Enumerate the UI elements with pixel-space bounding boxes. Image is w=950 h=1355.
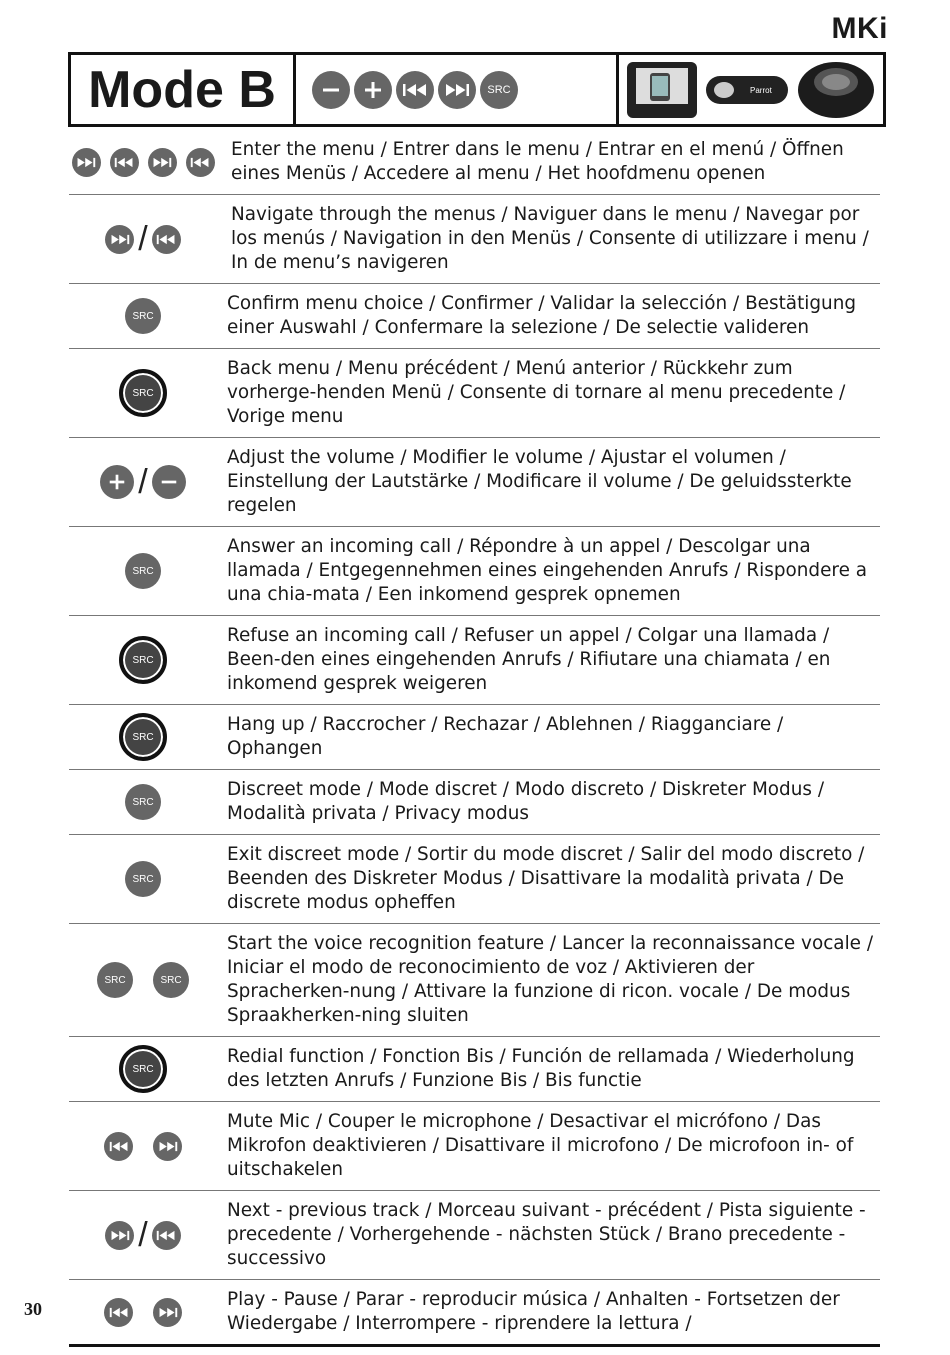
table-row [69, 349, 880, 438]
src-label: SRC [132, 796, 154, 808]
src-label: SRC [132, 873, 154, 885]
row-icons [69, 130, 217, 195]
src-long-press-icon [119, 713, 167, 761]
previous-button-icon [104, 1298, 133, 1327]
next-button-icon [153, 1298, 182, 1327]
src-button-icon [97, 962, 133, 998]
plus-button-icon [354, 71, 392, 109]
src-button-icon [125, 553, 161, 589]
mode-title: Mode B [71, 55, 296, 124]
table-row [69, 195, 880, 284]
row-icons [69, 705, 217, 770]
src-button-icon [125, 298, 161, 334]
src-label: SRC [160, 974, 182, 986]
row-description: Start the voice recognition feature / Lancer la reconnaissance vocale / Iniciar el modo de reconocimiento de voz / Aktivieren der Spracherken-nung / Attivare la funzione di ricon. vocale / De modus Spraakherken-ning sluiten [217, 924, 880, 1037]
src-label: SRC [104, 974, 126, 986]
row-description: Refuse an incoming call / Refuser un appel / Colgar una llamada / Been-den eines eingehenden Anrufs / Rifiutare una chiamata / en inkomend gesprek weigeren [217, 616, 880, 705]
previous-button-icon [152, 225, 181, 254]
minus-button-icon [312, 71, 350, 109]
row-icons [69, 1102, 217, 1191]
row-description: Back menu / Menu précédent / Menú anterior / Rückkehr zum vorherge-henden Menü / Consente di tornare al menu precedente / Vorige menu [217, 349, 880, 438]
row-icons [69, 770, 217, 835]
previous-button-icon [110, 148, 139, 177]
next-button-icon [105, 225, 134, 254]
src-button-icon: SRC [480, 71, 518, 109]
row-icons [69, 1280, 217, 1346]
row-icons [69, 1191, 217, 1280]
row-description: Play - Pause / Parar - reproducir música / Anhalten - Fortsetzen der Wiedergabe / Interrompere - riprendere la lettura / [217, 1280, 880, 1346]
src-button-icon [125, 784, 161, 820]
row-description: Adjust the volume / Modifier le volume / Ajustar el volumen / Einstellung der Lautstärke / Modificare il volume / De geluidssterkte regelen [217, 438, 880, 527]
row-description: Next - previous track / Morceau suivant - précédent / Pista siguiente - precedente / Vorhergehende - nächsten Stück / Brano precedente - successivo [217, 1191, 880, 1280]
src-label: SRC [132, 1063, 154, 1075]
src-long-press-icon [119, 636, 167, 684]
src-button-icon [125, 861, 161, 897]
row-description: Discreet mode / Mode discret / Modo discreto / Diskreter Modus / Modalità privata / Privacy modus [217, 770, 880, 835]
next-button-icon [438, 71, 476, 109]
src-label: SRC [132, 310, 154, 322]
row-description: Confirm menu choice / Confirmer / Validar la selección / Bestätigung einer Auswahl / Confermare la selezione / De selectie valideren [217, 284, 880, 349]
round-remote-image [796, 60, 876, 120]
src-long-press-icon [119, 1045, 167, 1093]
src-label: SRC [132, 565, 154, 577]
table-row [69, 1191, 880, 1280]
screen-device-image [626, 61, 698, 119]
row-description: Mute Mic / Couper le microphone / Desactivar el micrófono / Das Mikrofon deaktivieren / Disattivare il microfono / De microfoon in- of uitschakelen [217, 1102, 880, 1191]
row-icons [69, 924, 217, 1037]
row-description: Answer an incoming call / Répondre à un appel / Descolgar una llamada / Entgegennehmen eines eingehenden Anrufs / Rispondere a una chia-mata / Een inkomend gesprek opnemen [217, 527, 880, 616]
next-button-icon [105, 1221, 134, 1250]
src-label: SRC [132, 731, 154, 743]
table-row [69, 924, 880, 1037]
next-button-icon [153, 1132, 182, 1161]
row-description: Exit discreet mode / Sortir du mode discret / Salir del modo discreto / Beenden des Diskreter Modus / Disattivare la modalità privata / De discrete modus opheffen [217, 835, 880, 924]
minus-button-icon [152, 465, 186, 499]
row-description: Hang up / Raccrocher / Rechazar / Ablehnen / Riagganciare / Ophangen [217, 705, 880, 770]
command-table [69, 130, 880, 1347]
previous-button-icon [152, 1221, 181, 1250]
src-long-press-icon [119, 369, 167, 417]
table-row [69, 616, 880, 705]
slash-separator: / [138, 219, 148, 258]
mode-header [68, 52, 886, 127]
table-row [69, 438, 880, 527]
previous-button-icon [186, 148, 215, 177]
plus-button-icon [100, 465, 134, 499]
table-row [69, 130, 880, 195]
row-icons [69, 349, 217, 438]
src-label: SRC [132, 387, 154, 399]
table-row [69, 835, 880, 924]
slash-separator: / [138, 462, 148, 501]
page-number: 30 [24, 1299, 42, 1319]
row-description: Navigate through the menus / Naviguer dans le menu / Navegar por los menús / Navigation in den Menüs / Consente di utilizzare i menu / In de menu’s navigeren [217, 195, 880, 284]
previous-button-icon [104, 1132, 133, 1161]
table-row [69, 1280, 880, 1346]
row-icons [69, 438, 217, 527]
row-icons [69, 835, 217, 924]
table-row [69, 284, 880, 349]
src-label: SRC [132, 654, 154, 666]
next-button-icon [148, 148, 177, 177]
previous-button-icon [396, 71, 434, 109]
slash-separator: / [138, 1215, 148, 1254]
brand-title: MKi [831, 12, 888, 45]
row-icons [69, 616, 217, 705]
device-images [619, 55, 883, 124]
table-row [69, 705, 880, 770]
table-row [69, 1037, 880, 1102]
row-icons [69, 1037, 217, 1102]
table-row [69, 770, 880, 835]
row-description: Enter the menu / Entrer dans le menu / Entrar en el menú / Öffnen eines Menüs / Accedere al menu / Het hoofdmenu openen [217, 130, 880, 195]
src-button-icon [153, 962, 189, 998]
row-icons [69, 527, 217, 616]
parrot-label: Parrot [750, 85, 772, 95]
table-row [69, 1102, 880, 1191]
row-icons [69, 195, 217, 284]
table-row [69, 527, 880, 616]
next-button-icon [72, 148, 101, 177]
row-description: Redial function / Fonction Bis / Función de rellamada / Wiederholung des letzten Anrufs / Funzione Bis / Bis functie [217, 1037, 880, 1102]
header-button-strip [296, 55, 619, 124]
row-icons [69, 284, 217, 349]
parrot-remote-image [704, 72, 790, 108]
